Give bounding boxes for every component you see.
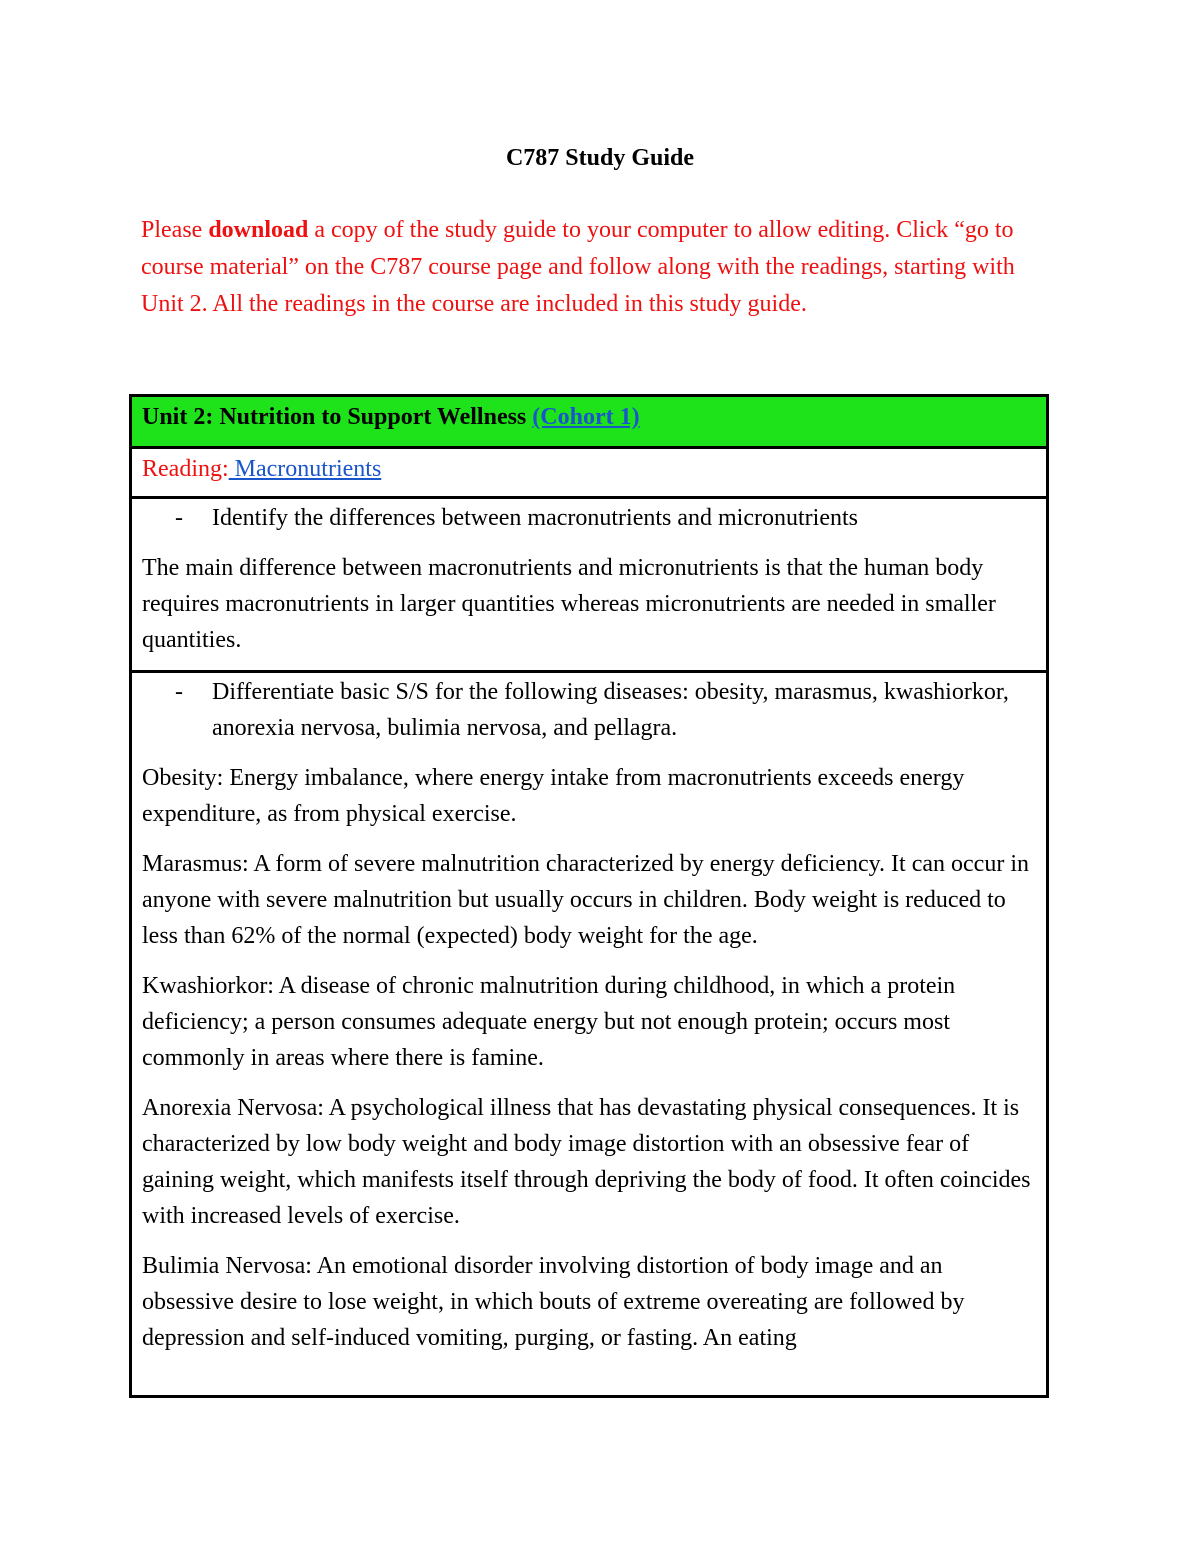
objective-prompt: Identify the differences between macronutrients and micronutrients [212,505,858,531]
anorexia-paragraph: Anorexia Nervosa: A psychological illness that has devastating physical consequences. It is characterized by low body weight and body image distortion with an obsessive fear of gaining weight, which manifests itself through depriving the body of food. It often coincides with increased levels of exercise. [142,1095,1031,1229]
intro-bold-download: download [208,217,309,243]
page-title: C787 Study Guide [505,145,695,171]
unit-heading: Unit 2: Nutrition to Support Wellness [142,404,533,430]
bullet-dash: - [175,679,183,705]
reading-label: Reading: [142,456,229,482]
kwashiorkor-paragraph: Kwashiorkor: A disease of chronic malnutrition during childhood, in which a protein deficiency; a person consumes adequate energy but not enough protein; occurs most commonly in areas where there is famine. [142,973,956,1071]
obesity-paragraph: Obesity: Energy imbalance, where energy intake from macronutrients exceeds energy expenditure, as from physical exercise. [142,765,965,827]
bullet-dash: - [175,505,183,531]
objective-prompt: Differentiate basic S/S for the following diseases: obesity, marasmus, kwashiorkor, anorexia nervosa, bulimia nervosa, and pellagra. [212,679,1009,741]
objective-row-macro-micro [132,499,1046,673]
objective-bullet [142,674,1036,746]
intro-suffix: a copy of the study guide to your computer to allow editing. Click “go to course material” on the C787 course page and follow along with the readings, starting with Unit 2. All the readings in the course are included in this study guide. [141,217,1015,317]
intro-instructions [141,212,1041,323]
objective-row-diseases [132,673,1046,1356]
macronutrients-reading-link[interactable]: Macronutrients [228,456,382,482]
reading-row [132,449,1046,499]
bulimia-paragraph: Bulimia Nervosa: An emotional disorder involving distortion of body image and an obsessive desire to lose weight, in which bouts of extreme overeating are followed by depression and self-induced vomiting, purging, or fasting. An eating [142,1253,965,1351]
marasmus-paragraph: Marasmus: A form of severe malnutrition characterized by energy deficiency. It can occur in anyone with severe malnutrition but usually occurs in children. Body weight is reduced to less than 62% of the normal (expected) body weight for the age. [142,851,1029,949]
objective-answer: The main difference between macronutrients and micronutrients is that the human body requires macronutrients in larger quantities whereas micronutrients are needed in smaller quantities. [142,555,996,653]
objective-bullet [142,500,1036,536]
unit-heading-row [132,397,1046,449]
cohort-link[interactable]: (Cohort 1) [532,404,640,430]
intro-prefix: Please [141,217,209,243]
study-guide-table [129,394,1049,1398]
